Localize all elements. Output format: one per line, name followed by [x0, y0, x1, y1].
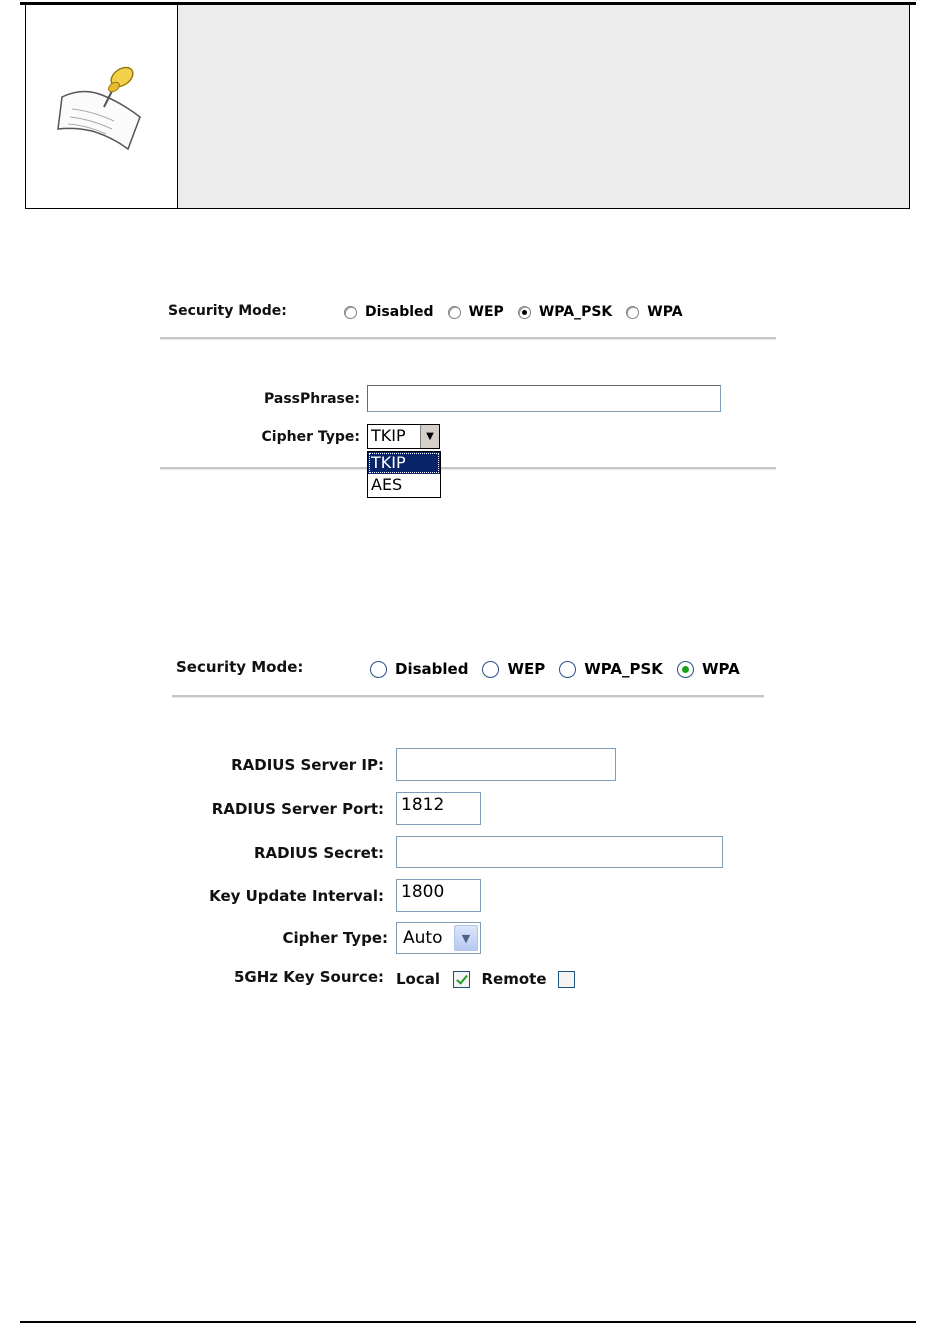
radius-ip-label: RADIUS Server IP:	[231, 756, 384, 774]
radius-port-label: RADIUS Server Port:	[211, 800, 384, 818]
cipher-type-value: Auto	[403, 928, 443, 948]
radius-secret-label: RADIUS Secret:	[253, 844, 384, 862]
radius-ip-input[interactable]	[396, 748, 616, 781]
bottom-rule	[20, 1321, 916, 1323]
radius-port-input[interactable]: 1812	[396, 792, 481, 825]
note-icon-cell	[26, 5, 178, 208]
cipher-type-select[interactable]	[367, 424, 440, 449]
radio-wep[interactable]	[448, 306, 461, 319]
key-source-options	[396, 970, 575, 988]
key-source-label: 5GHz Key Source:	[233, 968, 384, 986]
cipher-option-aes[interactable]: AES	[371, 475, 403, 494]
cipher-type-select[interactable]	[396, 922, 481, 954]
cipher-type-dropdown	[367, 451, 441, 498]
radio-wpa-psk-label: WPA_PSK	[538, 304, 613, 320]
security-mode-options	[344, 304, 697, 320]
radio-wep-label: WEP	[507, 660, 546, 678]
security-mode-label: Security Mode:	[176, 658, 304, 676]
note-box	[25, 4, 910, 209]
radio-disabled[interactable]	[370, 661, 387, 678]
key-update-label: Key Update Interval:	[209, 887, 384, 905]
key-update-input[interactable]: 1800	[396, 879, 481, 912]
radio-wpa-label: WPA	[701, 660, 740, 678]
radio-wpa-label: WPA	[647, 304, 683, 320]
cipher-type-value: TKIP	[371, 426, 406, 445]
passphrase-input[interactable]	[367, 385, 721, 412]
divider	[160, 337, 776, 340]
chevron-down-icon[interactable]: ▼	[454, 925, 478, 951]
security-mode-label: Security Mode:	[168, 303, 287, 319]
divider-bottom	[160, 467, 776, 470]
divider	[172, 695, 764, 698]
cipher-option-tkip[interactable]: TKIP	[368, 452, 440, 474]
radio-wpa-psk-label: WPA_PSK	[584, 660, 663, 678]
note-content	[178, 5, 909, 208]
chevron-down-icon[interactable]: ▼	[420, 425, 439, 448]
radio-disabled[interactable]	[344, 306, 357, 319]
local-label: Local	[396, 970, 441, 988]
security-mode-options	[370, 660, 754, 678]
radio-wpa-psk[interactable]	[518, 306, 531, 319]
cipher-type-label: Cipher Type:	[282, 929, 388, 947]
radio-wep[interactable]	[482, 661, 499, 678]
remote-label: Remote	[481, 970, 547, 988]
passphrase-label: PassPhrase:	[263, 391, 360, 407]
radio-disabled-label: Disabled	[365, 304, 434, 320]
cipher-type-label: Cipher Type:	[261, 429, 360, 445]
note-pin-icon	[52, 57, 152, 157]
wpa-psk-panel	[160, 292, 776, 514]
radius-secret-input[interactable]	[396, 836, 723, 868]
radio-wpa-psk[interactable]	[559, 661, 576, 678]
wpa-panel	[172, 648, 764, 998]
remote-checkbox[interactable]	[558, 971, 575, 988]
radio-disabled-label: Disabled	[395, 660, 469, 678]
radio-wep-label: WEP	[468, 304, 504, 320]
radio-wpa[interactable]	[626, 306, 639, 319]
local-checkbox[interactable]	[453, 971, 470, 988]
radio-wpa[interactable]	[677, 661, 694, 678]
